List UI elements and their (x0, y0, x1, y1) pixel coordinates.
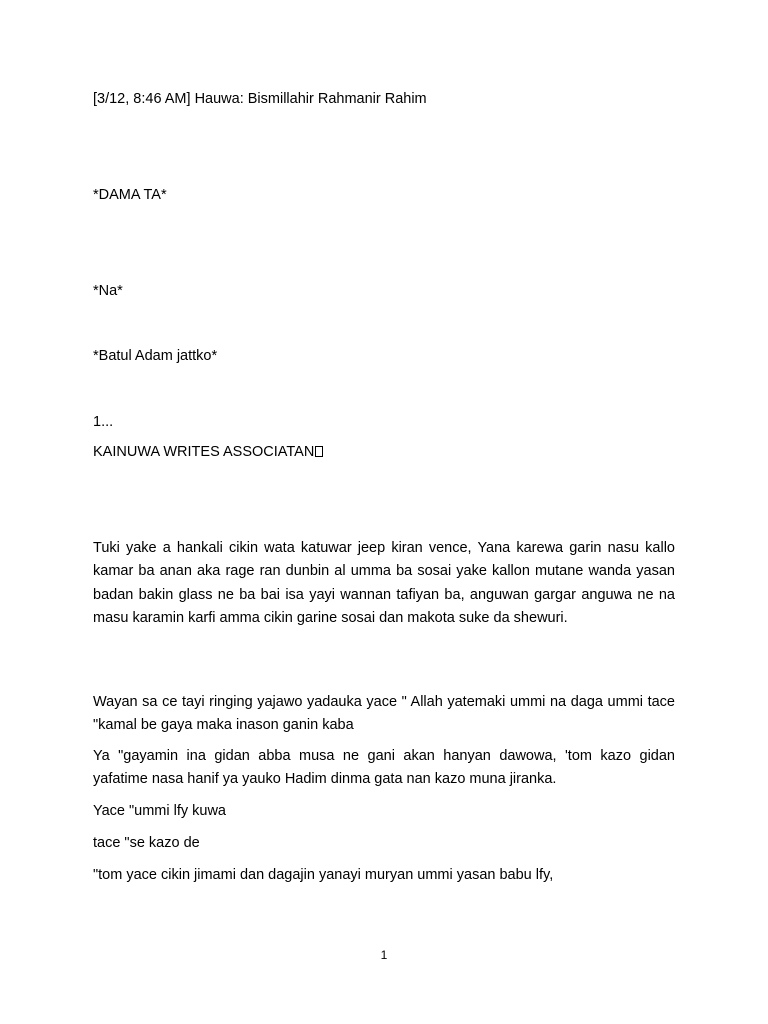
page-number: 1 (380, 948, 388, 962)
paragraph-4: Yace "ummi lfy kuwa (93, 803, 226, 819)
paragraph-2: Wayan sa ce tayi ringing yajawo yadauka yace " Allah yatemaki ummi na daga ummi tace "kamal be gaya maka inason ganin kaba (93, 694, 675, 734)
author-name: *Batul Adam jattko* (93, 348, 218, 364)
paragraph-3: Ya "gayamin ina gidan abba musa ne gani akan hanyan dawowa, 'tom kazo gidan yafatime nasa hanif ya yauko Hadim dinma gata nan kazo muna jiranka. (93, 748, 675, 788)
by-line: *Na* (93, 283, 123, 299)
paragraph-1: Tuki yake a hankali cikin wata katuwar jeep kiran vence, Yana karewa garin nasu kallo kamar ba anan aka rage ran dunbin al umma ba sosai yake kallon mutane wanda yasan badan bakin glass ne ba bai isa yayi wannan tafiyan ba, anguwan gargar anguwa ne na masu karamin karfi amma cikin garine sosai dan makota suke da shewuri. (93, 540, 675, 626)
chat-header-line: [3/12, 8:46 AM] Hauwa: Bismillahir Rahmanir Rahim (93, 91, 427, 107)
chapter-number: 1... (93, 414, 114, 430)
unknown-character-box-icon (315, 446, 323, 457)
paragraph-5: tace "se kazo de (93, 835, 200, 851)
association-name: KAINUWA WRITES ASSOCIATAN (93, 444, 315, 460)
paragraph-6: "tom yace cikin jimami dan dagajin yanayi muryan ummi yasan babu lfy, (93, 867, 554, 883)
story-title: *DAMA TA* (93, 187, 167, 203)
association-line (93, 441, 675, 464)
